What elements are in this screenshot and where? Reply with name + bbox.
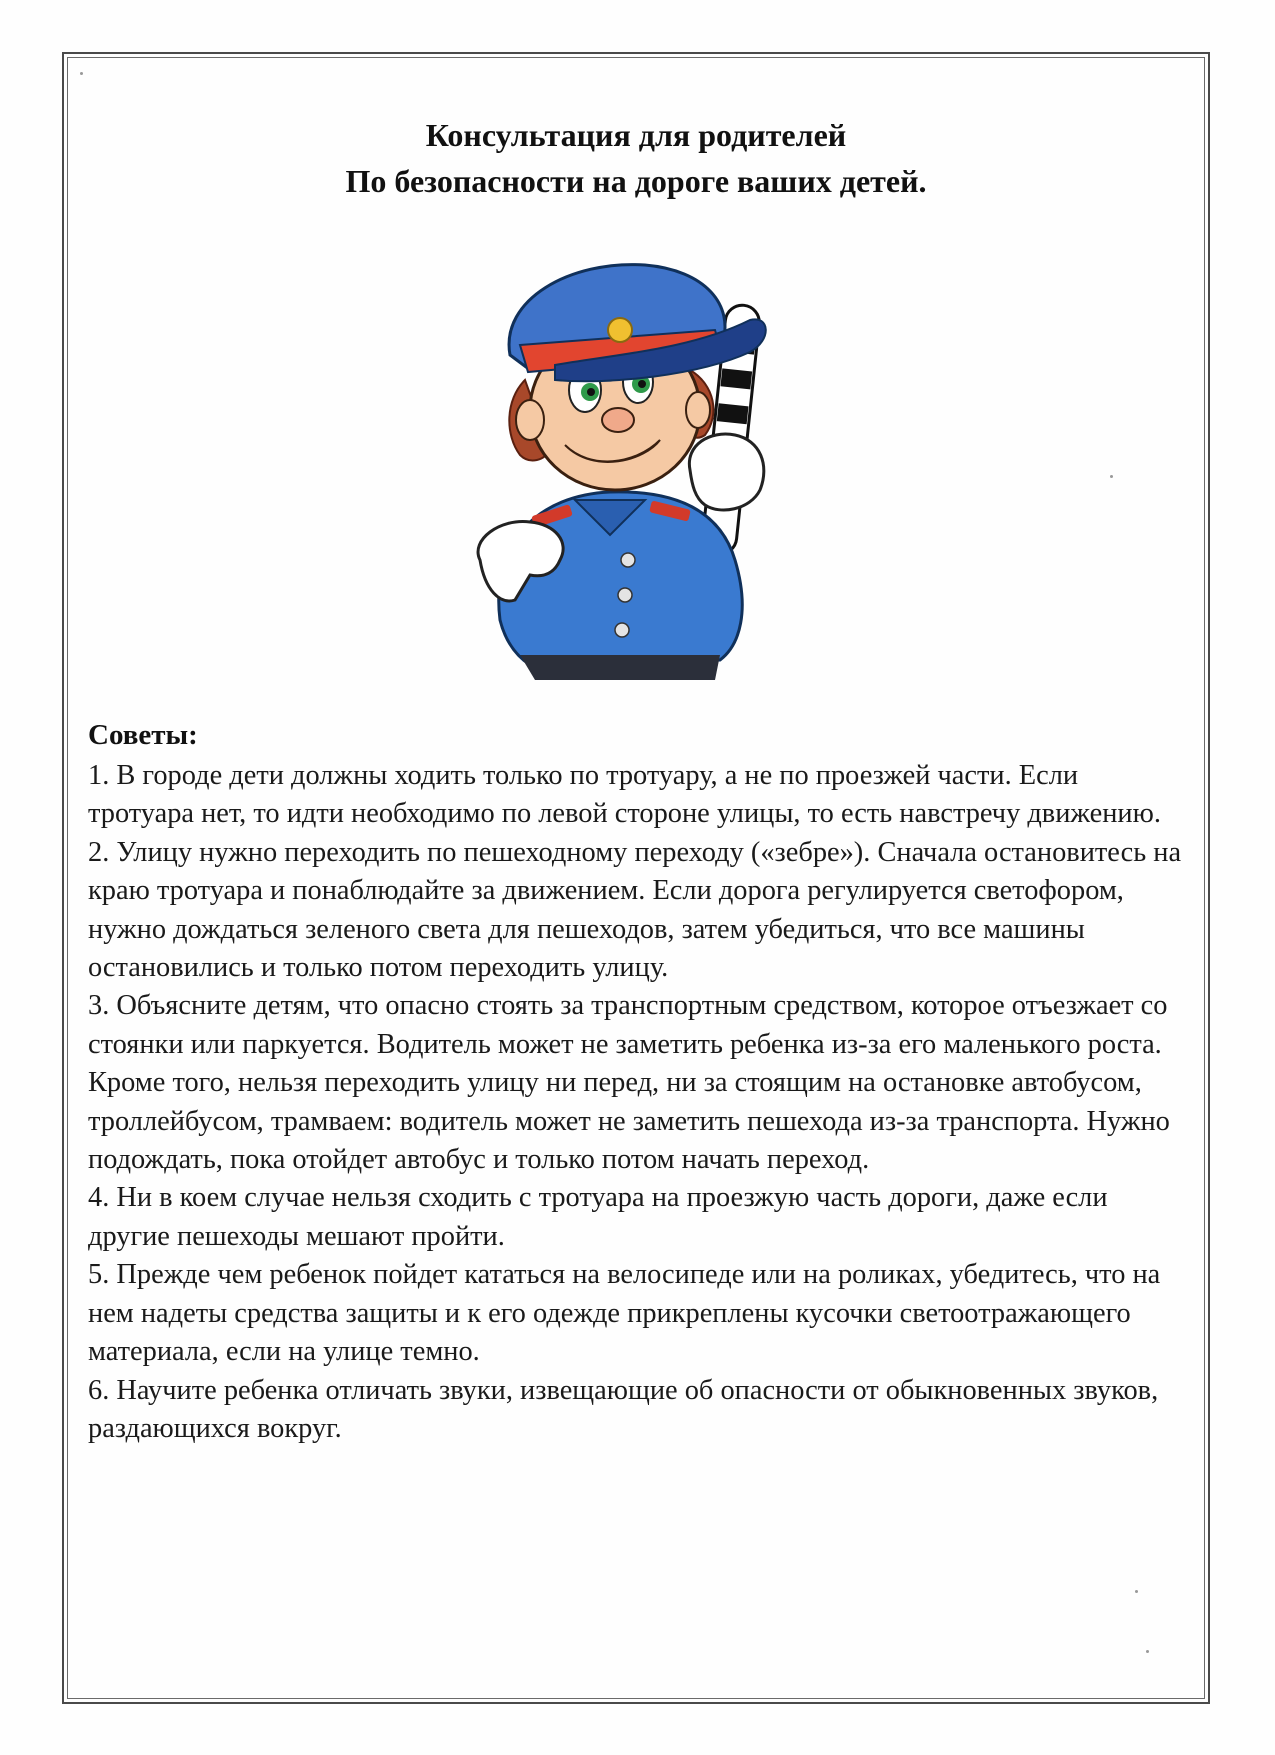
scan-speck bbox=[80, 72, 83, 75]
tips-heading: Советы: bbox=[88, 719, 198, 751]
list-item: 1. В городе дети должны ходить только по тротуару, а не по проезжей части. Если тротуара нет, то идти необходимо по левой стороне улицы, то есть навстречу движению. bbox=[88, 760, 1161, 830]
document-title: Консультация для родителей bbox=[425, 117, 847, 153]
scan-speck bbox=[1135, 1590, 1138, 1593]
list-item: 5. Прежде чем ребенок пойдет кататься на велосипеде или на роликах, убедитесь, что на нем надеты средства защиты и к его одежде прикреплены кусочки светоотражающего материала, если на улице темно. bbox=[88, 1259, 1161, 1368]
list-item: 4. Ни в коем случае нельзя сходить с тротуара на проезжую часть дороги, даже если другие пешеходы мешают пройти. bbox=[88, 1182, 1108, 1252]
document-subtitle: По безопасности на дороге ваших детей. bbox=[345, 163, 927, 199]
scan-speck bbox=[1146, 1650, 1149, 1653]
scan-speck bbox=[1110, 475, 1113, 478]
list-item: 6. Научите ребенка отличать звуки, извещающие об опасности от обыкновенных звуков, раздающихся вокруг. bbox=[88, 1374, 1159, 1444]
list-item: 3. Объясните детям, что опасно стоять за транспортным средством, которое отъезжает со стоянки или паркуется. Водитель может не заметить ребенка из-за его маленького роста. Кроме того, нельзя переходить улицу ни перед, ни за стоящим на остановке автобусом, троллейбусом, трамваем: водитель может не заметить пешехода из-за транспорта. Нужно подождать, пока отойдет автобус и только потом начать переход. bbox=[88, 990, 1170, 1176]
tips-list bbox=[88, 757, 1188, 1448]
traffic-officer-cartoon-icon bbox=[460, 260, 840, 690]
list-item: 2. Улицу нужно переходить по пешеходному переходу («зебре»). Сначала остановитесь на краю тротуара и понаблюдайте за движением. Если дорога регулируется светофором, нужно дождаться зеленого света для пешеходов, затем убедиться, что все машины остановились и только потом переходить улицу. bbox=[88, 836, 1182, 984]
